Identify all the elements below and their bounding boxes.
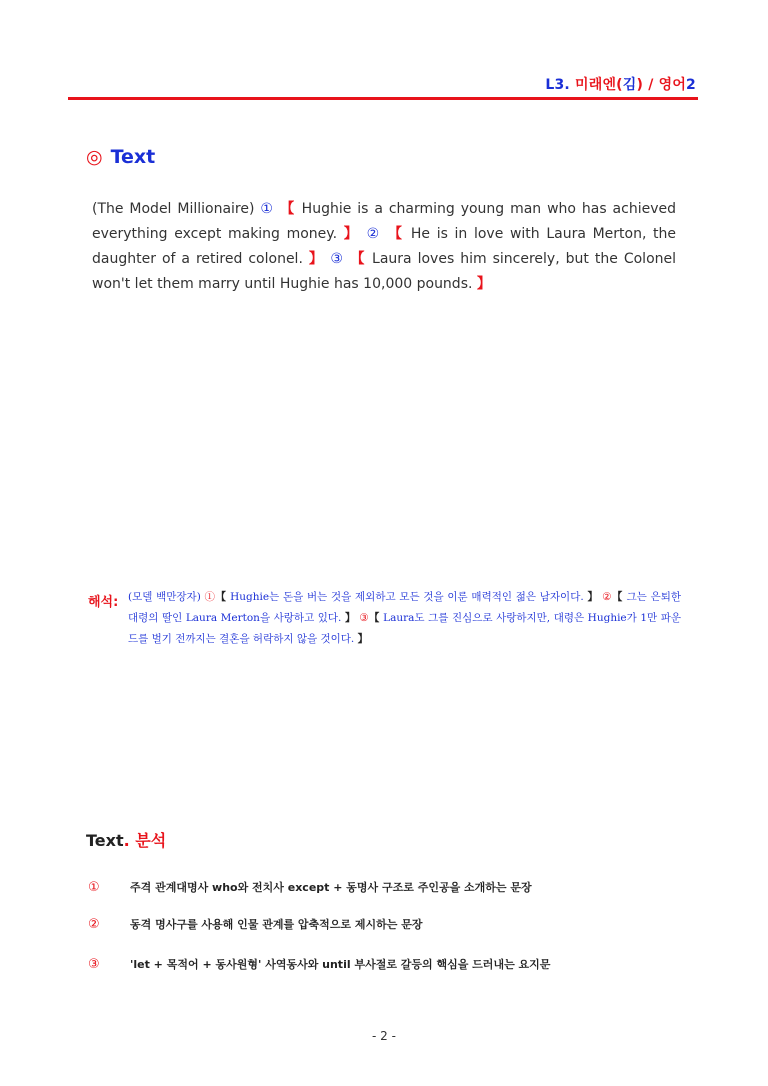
translation-bracket-close-1: 】 — [587, 591, 599, 603]
sentence-marker-1: ① — [260, 201, 275, 217]
translation-text-3: Laura도 그를 진심으로 사랑하지만, 대령은 Hughie가 1만 파운드를 벌기 전까지는 결혼을 허락하지 않을 것이다. — [128, 612, 682, 645]
english-passage — [92, 197, 676, 297]
subject-name: 영어 — [658, 77, 687, 93]
sentence-marker-3: ③ — [330, 251, 345, 267]
sentence-marker-2: ② — [366, 226, 382, 242]
translation-text-1: Hughie는 돈을 버는 것을 제외하고 모든 것을 이룬 매력적인 젊은 남자이다. — [226, 591, 588, 603]
sentence-text-1: Hughie is a charming young man who has achieved everything except making money. — [92, 201, 676, 242]
analysis-title-en: Text — [86, 831, 124, 850]
translation-marker-3: ③ — [359, 612, 369, 624]
textbook-publisher: 미래엔 — [575, 77, 617, 93]
translation-bracket-close-2: 】 — [344, 612, 356, 624]
document-header-title — [545, 74, 696, 94]
translation-bracket-open-1: 【 — [215, 591, 227, 603]
analysis-heading — [86, 828, 166, 851]
translation-intro: (모델 백만장자) — [128, 591, 205, 603]
sentence-text-2: He is in love with Laura Merton, the daughter of a retired colonel. — [92, 226, 677, 267]
analysis-title-ko: 분석 — [129, 831, 167, 850]
lesson-number: L3. — [545, 77, 570, 93]
bracket-close-2: 】 — [308, 251, 325, 267]
translation-text-2: 그는 은퇴한 대령의 딸인 Laura Merton을 사랑하고 있다. — [128, 591, 682, 624]
analysis-item — [88, 956, 550, 972]
analysis-marker-3: ③ — [88, 957, 100, 972]
bracket-open-3: 【 — [350, 251, 367, 267]
bracket-open-2: 【 — [388, 226, 405, 242]
analysis-marker-1: ① — [88, 880, 100, 895]
translation-marker-2: ② — [602, 591, 612, 603]
korean-translation — [128, 587, 681, 650]
translation-label: 해석: — [88, 595, 119, 610]
analysis-item — [88, 879, 532, 895]
paren-open: ( — [616, 77, 623, 93]
analysis-item — [88, 916, 422, 932]
paren-close: ) — [636, 77, 644, 93]
page-number: - 2 - — [372, 1029, 396, 1043]
text-section-title: Text — [110, 146, 156, 168]
subject-level: 2 — [686, 77, 696, 93]
bracket-close-3: 】 — [476, 276, 491, 292]
passage-intro: (The Model Millionaire) — [92, 201, 261, 217]
sentence-text-3: Laura loves him sincerely, but the Colonel won't let them marry until Hughie has 10,000 pounds. — [92, 251, 677, 292]
translation-marker-1: ① — [204, 591, 216, 603]
analysis-text-3: 'let + 목적어 + 동사원형' 사역동사와 until 부사절로 갈등의 핵심을 드러내는 요지문 — [130, 958, 551, 971]
translation-bracket-open-3: 【 — [368, 612, 380, 624]
bracket-open-1: 【 — [280, 201, 296, 217]
translation-bracket-close-3: 】 — [357, 633, 369, 645]
header-divider — [68, 97, 698, 100]
header-separator: / — [643, 77, 659, 93]
bracket-close-1: 】 — [343, 226, 360, 242]
analysis-text-2: 동격 명사구를 사용해 인물 관계를 압축적으로 제시하는 문장 — [130, 918, 423, 931]
double-circle-icon: ◎ — [86, 146, 103, 168]
analysis-text-1: 주격 관계대명사 who와 전치사 except + 동명사 구조로 주인공을 소개하는 문장 — [130, 881, 532, 894]
textbook-author: 김 — [622, 77, 637, 93]
translation-bracket-open-2: 【 — [611, 591, 623, 603]
text-section-heading — [86, 146, 155, 168]
analysis-marker-2: ② — [88, 917, 100, 932]
analysis-title-dot: . — [123, 831, 130, 850]
